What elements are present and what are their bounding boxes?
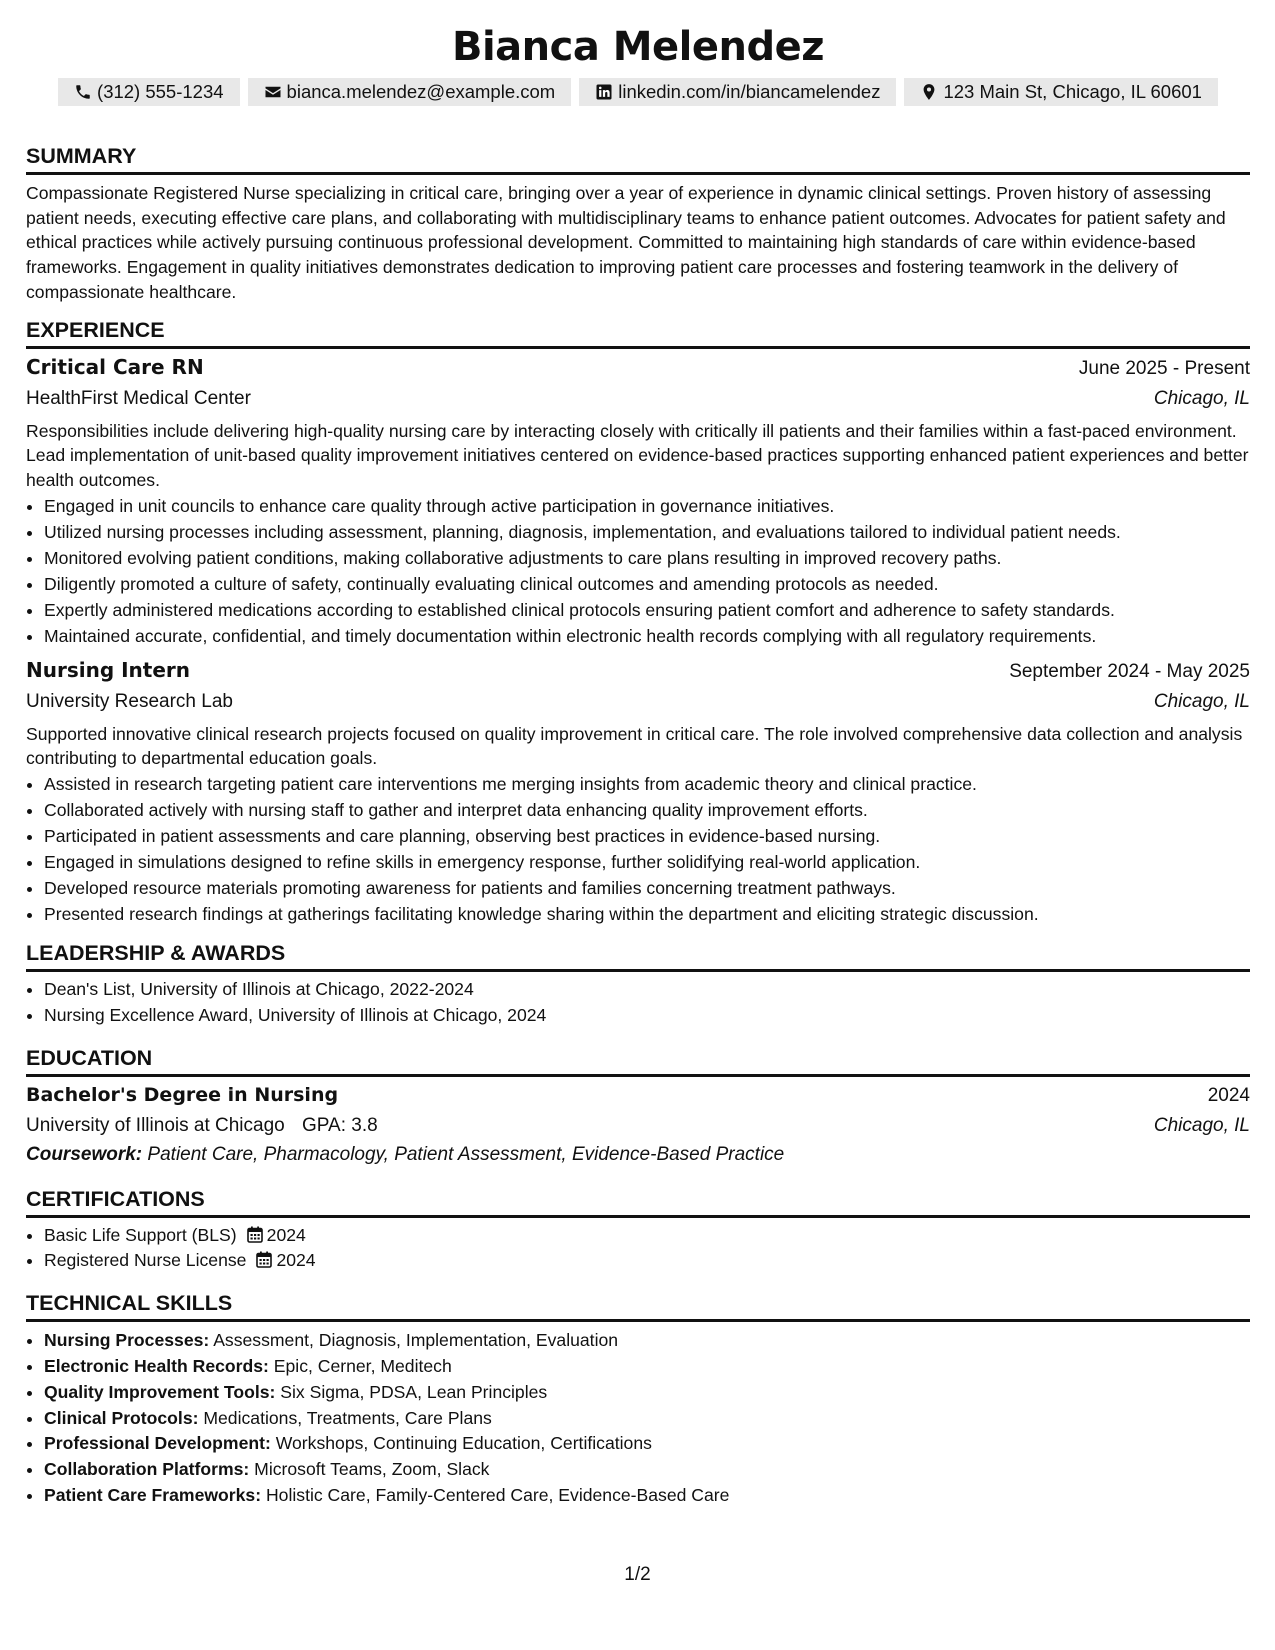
job-bullet-list — [26, 771, 1250, 927]
coursework-label: Coursework: — [26, 1143, 143, 1165]
graduation-year: 2024 — [1207, 1084, 1250, 1106]
job-employer: University Research Lab — [26, 690, 233, 712]
skill-value: Workshops, Continuing Education, Certifications — [275, 1433, 652, 1454]
list-item: • Participated in patient assessments and care planning, observing best practices in evidence-based nursing. — [44, 823, 1250, 849]
certifications-section — [26, 1186, 1250, 1275]
skill-value: Holistic Care, Family-Centered Care, Evidence-Based Care — [265, 1485, 730, 1505]
job-description: Supported innovative clinical research projects focused on quality improvement in critical care. The role involved comprehensive data collection and analysis contributing to departmental education goals. — [26, 723, 1243, 769]
summary-heading: SUMMARY — [26, 143, 1250, 175]
skill-value: Microsoft Teams, Zoom, Slack — [254, 1459, 490, 1480]
list-item: • Engaged in simulations designed to refine skills in emergency response, further solidifying real-world application. — [44, 849, 1250, 875]
linkedin-icon — [595, 83, 613, 101]
summary-section — [26, 143, 1250, 305]
school-name: University of Illinois at Chicago — [26, 1114, 285, 1136]
skill-label: Professional Development: — [44, 1433, 271, 1454]
skills-heading: TECHNICAL SKILLS — [26, 1290, 1250, 1322]
contact-bar — [26, 78, 1250, 106]
experience-heading: EXPERIENCE — [26, 317, 1250, 349]
leadership-heading: LEADERSHIP & AWARDS — [26, 940, 1250, 972]
skill-label: Quality Improvement Tools: — [44, 1381, 276, 1402]
skill-label: Collaboration Platforms: — [44, 1459, 250, 1480]
job-title: Critical Care RN — [26, 354, 204, 379]
calendar-icon — [256, 1251, 272, 1268]
list-item: • Expertly administered medications according to established clinical protocols ensuring patient comfort and adherence to safety standards. — [44, 597, 1250, 623]
list-item: • Presented research findings at gatherings facilitating knowledge sharing within the department and eliciting strategic discussion. — [44, 901, 1250, 927]
job-entry-2 — [26, 655, 1250, 927]
degree-title: Bachelor's Degree in Nursing — [26, 1083, 339, 1106]
list-item — [44, 1328, 1250, 1354]
experience-section — [26, 317, 1250, 928]
envelope-icon — [264, 83, 282, 101]
list-item — [44, 1431, 1250, 1457]
coursework — [26, 1141, 1250, 1169]
list-item: • Monitored evolving patient conditions, making collaborative adjustments to care plans resulting in improved recovery paths. — [44, 545, 1250, 571]
list-item: • Assisted in research targeting patient care interventions me merging insights from academic theory and clinical practice. — [44, 771, 1250, 797]
contact-linkedin-text: linkedin.com/in/biancamelendez — [618, 81, 881, 102]
job-bullet-list — [26, 493, 1250, 649]
education-section — [26, 1045, 1250, 1169]
education-heading: EDUCATION — [26, 1045, 1250, 1077]
certification-year: 2024 — [266, 1224, 306, 1245]
certification-name: Registered Nurse License — [44, 1250, 247, 1271]
list-item — [44, 1354, 1250, 1380]
job-location: Chicago, IL — [1153, 690, 1250, 712]
list-item — [44, 1457, 1250, 1483]
awards-list — [26, 977, 1250, 1029]
contact-linkedin[interactable] — [579, 78, 896, 106]
resume-page — [26, 18, 1250, 1509]
candidate-name: Bianca Melendez — [451, 24, 825, 70]
skill-value: Epic, Cerner, Meditech — [273, 1356, 452, 1377]
list-item — [44, 1223, 1250, 1249]
location-pin-icon — [920, 83, 938, 101]
list-item: • Collaborated actively with nursing staff to gather and interpret data enhancing quality improvement efforts. — [44, 797, 1250, 823]
job-description: Responsibilities include delivering high-quality nursing care by interacting closely with critically ill patients and their families within a fast-paced environment. Lead implementation of unit-based quality improvement initiatives centered on evidence-based practices supporting enhanced patient experiences and better health outcomes. — [26, 420, 1249, 490]
list-item: • Diligently promoted a culture of safety, continually evaluating clinical outcomes and amending protocols as needed. — [44, 571, 1250, 597]
phone-icon — [74, 83, 92, 101]
coursework-list: Patient Care, Pharmacology, Patient Assessment, Evidence-Based Practice — [147, 1143, 785, 1165]
skill-value: Assessment, Diagnosis, Implementation, Evaluation — [213, 1330, 619, 1351]
job-dates: June 2025 - Present — [1078, 357, 1250, 379]
skill-label: Nursing Processes: — [44, 1330, 210, 1351]
skills-list — [26, 1328, 1250, 1509]
skill-value: Six Sigma, PDSA, Lean Principles — [280, 1381, 548, 1402]
list-item: • Utilized nursing processes including assessment, planning, diagnosis, implementation, and evaluations tailored to individual patient needs. — [44, 519, 1250, 545]
certifications-list — [26, 1223, 1250, 1275]
job-title: Nursing Intern — [26, 657, 191, 682]
page-number: 1/2 — [624, 1564, 651, 1585]
job-entry-1 — [26, 352, 1250, 649]
school-location: Chicago, IL — [1153, 1114, 1250, 1136]
gpa: GPA: 3.8 — [302, 1114, 378, 1136]
list-item: • Nursing Excellence Award, University of Illinois at Chicago, 2024 — [44, 1003, 1250, 1029]
certification-name: Basic Life Support (BLS) — [44, 1224, 237, 1245]
skills-section — [26, 1290, 1250, 1509]
skill-label: Patient Care Frameworks: — [44, 1485, 262, 1505]
job-dates: September 2024 - May 2025 — [1009, 660, 1250, 682]
summary-text: Compassionate Registered Nurse specializing in critical care, bringing over a year of experience in dynamic clinical settings. Proven history of assessing patient needs, executing effective care plans, and collaborating with multidisciplinary teams to enhance patient outcomes. Advocates for patient safety and ethical practices while actively pursuing continuous professional development. Committed to maintaining high standards of care within evidence-based frameworks. Engagement in quality initiatives demonstrates dedication to improving patient care processes and fostering teamwork in the delivery of compassionate healthcare. — [26, 183, 1226, 302]
list-item — [44, 1483, 1250, 1509]
job-location: Chicago, IL — [1153, 387, 1250, 409]
job-employer: HealthFirst Medical Center — [26, 387, 251, 409]
leadership-section — [26, 940, 1250, 1029]
list-item — [44, 1406, 1250, 1432]
contact-email[interactable] — [248, 78, 572, 106]
skill-label: Electronic Health Records: — [44, 1356, 269, 1377]
list-item: • Engaged in unit councils to enhance care quality through active participation in governance initiatives. — [44, 493, 1250, 519]
contact-address — [904, 78, 1218, 106]
contact-phone-text: (312) 555-1234 — [97, 81, 224, 102]
contact-email-text: bianca.melendez@example.com — [286, 81, 556, 102]
list-item: • Developed resource materials promoting awareness for patients and families concerning treatment pathways. — [44, 875, 1250, 901]
certifications-heading: CERTIFICATIONS — [26, 1186, 1250, 1218]
list-item — [44, 1380, 1250, 1406]
certification-year: 2024 — [276, 1250, 316, 1271]
contact-phone[interactable] — [58, 78, 240, 106]
skill-value: Medications, Treatments, Care Plans — [203, 1407, 492, 1428]
calendar-icon — [247, 1226, 263, 1243]
list-item — [44, 1248, 1250, 1274]
skill-label: Clinical Protocols: — [44, 1407, 199, 1428]
contact-address-text: 123 Main St, Chicago, IL 60601 — [943, 81, 1202, 102]
list-item: • Dean's List, University of Illinois at Chicago, 2022-2024 — [44, 977, 1250, 1003]
list-item: • Maintained accurate, confidential, and timely documentation within electronic health records complying with all regulatory requirements. — [44, 623, 1250, 649]
